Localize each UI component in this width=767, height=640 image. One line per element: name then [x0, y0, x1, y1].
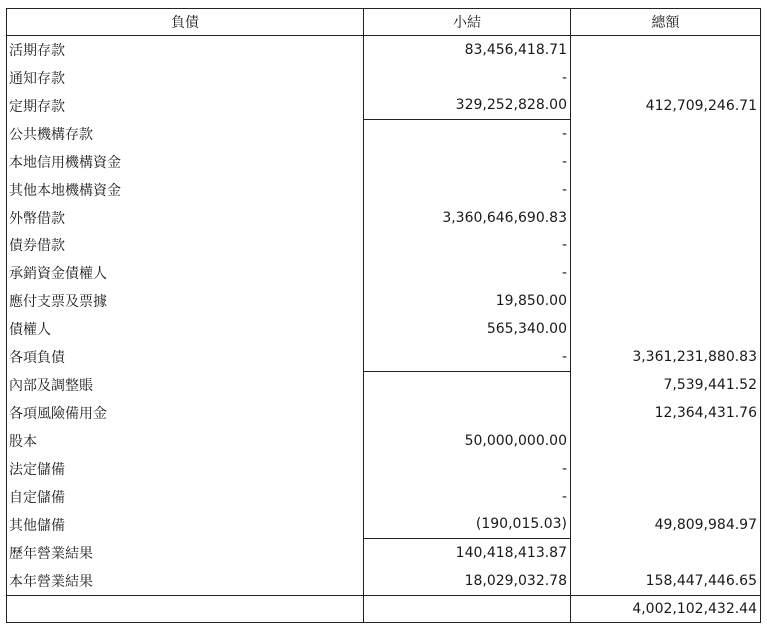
table-row: [7, 176, 761, 204]
row-label: 本地信用機構資金: [7, 148, 364, 176]
row-total: [571, 427, 761, 455]
row-total: [571, 455, 761, 483]
row-subtotal: -: [364, 483, 571, 511]
liabilities-table: [6, 8, 761, 623]
grand-total-subtotal: [364, 595, 571, 622]
row-label: 公共機構存款: [7, 120, 364, 148]
header-total: 總額: [571, 9, 761, 36]
row-subtotal: -: [364, 259, 571, 287]
table-row: [7, 287, 761, 315]
row-label: 應付支票及票據: [7, 287, 364, 315]
table-row: [7, 455, 761, 483]
row-total: 158,447,446.65: [571, 567, 761, 595]
table-row: [7, 343, 761, 371]
table-row: [7, 371, 761, 399]
table-row: [7, 427, 761, 455]
table-row: [7, 567, 761, 595]
table-row: [7, 539, 761, 567]
table-row: [7, 148, 761, 176]
row-label: 債權人: [7, 315, 364, 343]
row-label: 承銷資金債權人: [7, 259, 364, 287]
row-subtotal: (190,015.03): [364, 511, 571, 539]
row-subtotal: 18,029,032.78: [364, 567, 571, 595]
row-label: 活期存款: [7, 36, 364, 64]
table-row: [7, 399, 761, 427]
row-subtotal: 50,000,000.00: [364, 427, 571, 455]
row-subtotal: -: [364, 120, 571, 148]
header-subtotal: 小結: [364, 9, 571, 36]
row-total: [571, 483, 761, 511]
table-row: [7, 92, 761, 120]
grand-total-row: [7, 595, 761, 622]
row-subtotal: -: [364, 64, 571, 92]
grand-total-value: 4,002,102,432.44: [571, 595, 761, 622]
row-label: 各項負債: [7, 343, 364, 371]
row-subtotal: [364, 371, 571, 399]
table-row: [7, 259, 761, 287]
row-label: 定期存款: [7, 92, 364, 120]
row-total: 49,809,984.97: [571, 511, 761, 539]
row-label: 債券借款: [7, 232, 364, 260]
table-row: [7, 232, 761, 260]
row-subtotal: -: [364, 176, 571, 204]
row-subtotal: 83,456,418.71: [364, 36, 571, 64]
row-label: 通知存款: [7, 64, 364, 92]
row-total: [571, 287, 761, 315]
row-total: [571, 148, 761, 176]
row-label: 其他儲備: [7, 511, 364, 539]
row-subtotal: -: [364, 232, 571, 260]
header-liabilities: 負債: [7, 9, 364, 36]
row-label: 自定儲備: [7, 483, 364, 511]
table-row: [7, 36, 761, 64]
row-subtotal: -: [364, 343, 571, 371]
row-total: [571, 232, 761, 260]
table-row: [7, 64, 761, 92]
row-total: 12,364,431.76: [571, 399, 761, 427]
row-subtotal: 19,850.00: [364, 287, 571, 315]
table-row: [7, 511, 761, 539]
table-row: [7, 483, 761, 511]
row-total: [571, 64, 761, 92]
table-header-row: [7, 9, 761, 36]
row-subtotal: 140,418,413.87: [364, 539, 571, 567]
row-total: 7,539,441.52: [571, 371, 761, 399]
row-subtotal: -: [364, 148, 571, 176]
row-label: 其他本地機構資金: [7, 176, 364, 204]
row-label: 法定儲備: [7, 455, 364, 483]
row-subtotal: -: [364, 455, 571, 483]
row-total: 3,361,231,880.83: [571, 343, 761, 371]
row-subtotal: 565,340.00: [364, 315, 571, 343]
row-subtotal: [364, 399, 571, 427]
row-total: [571, 259, 761, 287]
row-total: [571, 120, 761, 148]
row-total: [571, 36, 761, 64]
grand-total-label: [7, 595, 364, 622]
row-label: 歷年營業結果: [7, 539, 364, 567]
row-label: 各項風險備用金: [7, 399, 364, 427]
row-label: 本年營業結果: [7, 567, 364, 595]
table-row: [7, 315, 761, 343]
row-total: [571, 539, 761, 567]
row-label: 股本: [7, 427, 364, 455]
table-row: [7, 120, 761, 148]
row-total: 412,709,246.71: [571, 92, 761, 120]
row-total: [571, 176, 761, 204]
row-label: 內部及調整賬: [7, 371, 364, 399]
table-row: [7, 204, 761, 232]
row-total: [571, 204, 761, 232]
row-total: [571, 315, 761, 343]
row-subtotal: 329,252,828.00: [364, 92, 571, 120]
row-label: 外幣借款: [7, 204, 364, 232]
row-subtotal: 3,360,646,690.83: [364, 204, 571, 232]
